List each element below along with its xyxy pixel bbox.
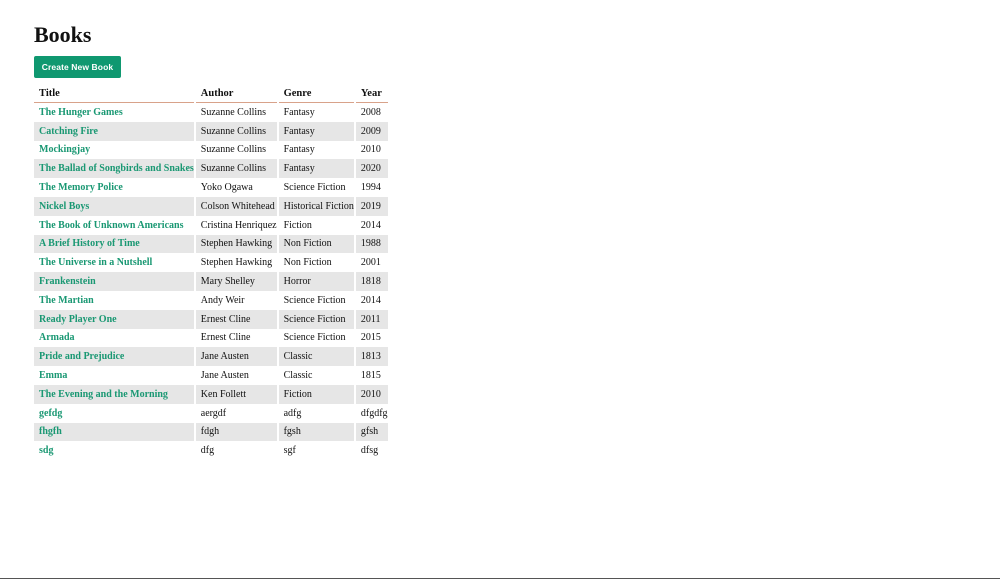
table-row bbox=[34, 103, 388, 122]
book-genre-cell: Historical Fiction bbox=[279, 197, 354, 216]
table-row bbox=[34, 423, 388, 442]
book-author-cell: Suzanne Collins bbox=[196, 159, 277, 178]
book-genre-cell: Science Fiction bbox=[279, 310, 354, 329]
book-author-cell: Stephen Hawking bbox=[196, 235, 277, 254]
book-title-cell bbox=[34, 291, 194, 310]
book-genre-cell: adfg bbox=[283, 407, 302, 419]
book-title-cell bbox=[34, 197, 194, 216]
book-title-link[interactable]: Mockingjay bbox=[39, 144, 91, 156]
book-genre-cell: Fantasy bbox=[279, 122, 354, 141]
book-author-cell: Suzanne Collins bbox=[196, 122, 277, 141]
book-genre-cell: fgsh bbox=[279, 423, 354, 442]
book-year-cell: 1988 bbox=[356, 235, 388, 254]
column-header-year: Year bbox=[356, 85, 388, 103]
table-row bbox=[34, 347, 388, 366]
column-header-author: Author bbox=[196, 85, 277, 103]
table-row bbox=[34, 441, 388, 460]
book-genre-cell: Fiction bbox=[283, 219, 312, 231]
book-year-cell: dfgdfg bbox=[360, 407, 388, 419]
book-genre-cell: sgf bbox=[283, 445, 296, 457]
book-title-link[interactable]: The Memory Police bbox=[39, 182, 123, 194]
book-title-cell bbox=[34, 441, 194, 460]
book-title-link[interactable]: fhgfh bbox=[39, 426, 62, 438]
book-author-cell: Suzanne Collins bbox=[200, 144, 267, 156]
book-title-link[interactable]: gefdg bbox=[39, 407, 63, 419]
book-author-cell: Stephen Hawking bbox=[200, 257, 273, 269]
book-genre-cell: Horror bbox=[279, 272, 354, 291]
book-title-link[interactable]: sdg bbox=[39, 445, 54, 457]
book-title-link[interactable]: Catching Fire bbox=[39, 125, 98, 137]
book-title-cell bbox=[34, 385, 194, 404]
book-title-cell bbox=[34, 366, 194, 385]
book-year-cell: 2008 bbox=[360, 106, 381, 118]
book-author-cell: Ernest Cline bbox=[200, 332, 251, 344]
book-author-cell: Ken Follett bbox=[196, 385, 277, 404]
column-header-title: Title bbox=[34, 85, 194, 103]
book-genre-cell: Fantasy bbox=[283, 144, 315, 156]
book-title-cell bbox=[34, 253, 194, 272]
book-author-cell: Mary Shelley bbox=[196, 272, 277, 291]
table-row bbox=[34, 329, 388, 348]
book-title-link[interactable]: The Ballad of Songbirds and Snakes bbox=[39, 163, 194, 175]
book-title-link[interactable]: Frankenstein bbox=[39, 276, 96, 288]
book-author-cell: fdgh bbox=[196, 423, 277, 442]
book-year-cell: gfsh bbox=[356, 423, 388, 442]
book-year-cell: 1818 bbox=[356, 272, 388, 291]
book-title-cell bbox=[34, 310, 194, 329]
book-author-cell: Yoko Ogawa bbox=[200, 182, 253, 194]
book-genre-cell: Fantasy bbox=[283, 106, 315, 118]
book-genre-cell: Fiction bbox=[279, 385, 354, 404]
book-title-link[interactable]: The Universe in a Nutshell bbox=[39, 257, 153, 269]
book-author-cell: Jane Austen bbox=[200, 370, 249, 382]
book-year-cell: 1813 bbox=[356, 347, 388, 366]
book-author-cell: Andy Weir bbox=[200, 294, 245, 306]
book-year-cell: 2009 bbox=[356, 122, 388, 141]
book-genre-cell: Science Fiction bbox=[283, 182, 346, 194]
book-genre-cell: Classic bbox=[283, 370, 313, 382]
book-title-cell bbox=[34, 216, 194, 235]
book-title-link[interactable]: The Book of Unknown Americans bbox=[39, 219, 184, 231]
book-title-cell bbox=[34, 159, 194, 178]
table-row bbox=[34, 216, 388, 235]
table-row bbox=[34, 178, 388, 197]
table-row bbox=[34, 366, 388, 385]
book-year-cell: dfsg bbox=[360, 445, 379, 457]
table-row bbox=[34, 404, 388, 423]
book-title-cell bbox=[34, 423, 194, 442]
book-genre-cell: Science Fiction bbox=[283, 332, 346, 344]
book-author-cell: Jane Austen bbox=[196, 347, 277, 366]
books-table bbox=[32, 85, 390, 460]
table-row bbox=[34, 253, 388, 272]
book-year-cell: 2001 bbox=[360, 257, 381, 269]
book-year-cell: 2010 bbox=[356, 385, 388, 404]
book-genre-cell: Non Fiction bbox=[279, 235, 354, 254]
create-new-book-button[interactable]: Create New Book bbox=[34, 56, 121, 78]
book-title-link[interactable]: Nickel Boys bbox=[39, 200, 90, 212]
book-year-cell: 2014 bbox=[360, 294, 381, 306]
book-title-link[interactable]: The Hunger Games bbox=[39, 106, 123, 118]
book-title-cell bbox=[34, 235, 194, 254]
page-title: Books bbox=[34, 22, 92, 47]
book-genre-cell: Science Fiction bbox=[283, 294, 346, 306]
table-row bbox=[34, 159, 388, 178]
table-row bbox=[34, 272, 388, 291]
book-title-link[interactable]: Armada bbox=[39, 332, 75, 344]
column-header-genre: Genre bbox=[279, 85, 354, 103]
book-title-link[interactable]: The Martian bbox=[39, 294, 94, 306]
table-row bbox=[34, 197, 388, 216]
book-genre-cell: Fantasy bbox=[279, 159, 354, 178]
book-title-cell bbox=[34, 122, 194, 141]
book-title-cell bbox=[34, 272, 194, 291]
book-title-cell bbox=[34, 404, 194, 423]
book-author-cell: Suzanne Collins bbox=[200, 106, 267, 118]
books-table-body bbox=[34, 103, 388, 460]
book-title-link[interactable]: Ready Player One bbox=[39, 313, 117, 325]
table-row bbox=[34, 291, 388, 310]
table-row bbox=[34, 122, 388, 141]
book-author-cell: dfg bbox=[200, 445, 215, 457]
book-year-cell: 2014 bbox=[360, 219, 381, 231]
book-title-cell bbox=[34, 103, 194, 122]
book-title-cell bbox=[34, 141, 194, 160]
book-year-cell: 1994 bbox=[360, 182, 381, 194]
book-year-cell: 2020 bbox=[356, 159, 388, 178]
book-title-link[interactable]: A Brief History of Time bbox=[39, 238, 140, 250]
table-header-row bbox=[34, 85, 388, 103]
table-row bbox=[34, 235, 388, 254]
book-author-cell: Cristina Henriquez bbox=[200, 219, 277, 231]
book-year-cell: 2015 bbox=[360, 332, 381, 344]
book-author-cell: aergdf bbox=[200, 407, 227, 419]
book-title-link[interactable]: Pride and Prejudice bbox=[39, 351, 125, 363]
book-title-link[interactable]: The Evening and the Morning bbox=[39, 388, 168, 400]
book-genre-cell: Non Fiction bbox=[283, 257, 332, 269]
book-year-cell: 2011 bbox=[356, 310, 388, 329]
table-row bbox=[34, 310, 388, 329]
book-year-cell: 2019 bbox=[356, 197, 388, 216]
book-year-cell: 1815 bbox=[360, 370, 381, 382]
book-title-cell bbox=[34, 178, 194, 197]
book-title-link[interactable]: Emma bbox=[39, 370, 68, 382]
book-year-cell: 2010 bbox=[360, 144, 381, 156]
book-genre-cell: Classic bbox=[279, 347, 354, 366]
book-author-cell: Colson Whitehead bbox=[196, 197, 277, 216]
table-row bbox=[34, 385, 388, 404]
book-title-cell bbox=[34, 347, 194, 366]
book-author-cell: Ernest Cline bbox=[196, 310, 277, 329]
book-title-cell bbox=[34, 329, 194, 348]
table-row bbox=[34, 141, 388, 160]
